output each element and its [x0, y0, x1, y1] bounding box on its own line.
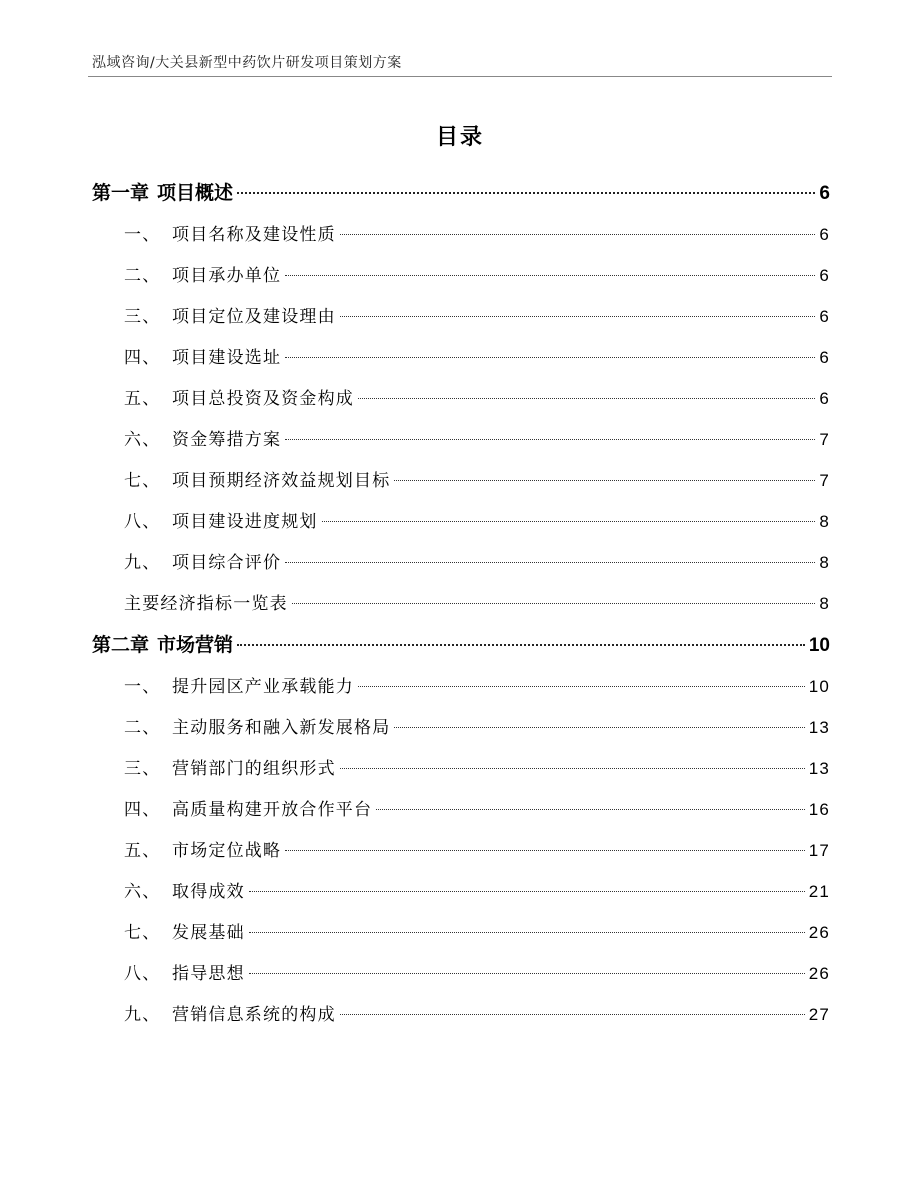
toc-entry-number: 九、	[124, 1005, 161, 1025]
toc-entry[interactable]	[92, 425, 830, 466]
toc-entry-number: 四、	[124, 348, 161, 368]
toc-leader	[249, 973, 805, 974]
toc-entry[interactable]	[92, 713, 830, 754]
toc-entry-number: 六、	[124, 882, 161, 902]
toc-leader	[285, 562, 815, 563]
toc-page-number: 8	[819, 553, 830, 572]
toc-entry-title: 项目综合评价	[172, 553, 282, 573]
toc-entry[interactable]	[92, 754, 830, 795]
toc-entry[interactable]	[92, 384, 830, 425]
toc-entry-title: 高质量构建开放合作平台	[172, 800, 373, 820]
toc-chapter-number: 第一章	[92, 182, 150, 204]
toc-entry-number: 三、	[124, 307, 161, 327]
toc-page-number: 6	[819, 266, 830, 285]
toc-page-number: 26	[808, 964, 830, 983]
toc-page-number: 8	[819, 594, 830, 613]
toc-entry[interactable]	[92, 795, 830, 836]
toc-leader	[249, 932, 805, 933]
toc-chapter-2[interactable]	[92, 630, 830, 672]
toc-page-number: 21	[808, 882, 830, 901]
toc-page-number: 10	[808, 677, 830, 696]
toc-entry-title: 项目总投资及资金构成	[172, 389, 354, 409]
toc-entry-number: 六、	[124, 430, 161, 450]
toc-leader	[322, 521, 816, 522]
toc-entry-title: 发展基础	[172, 923, 245, 943]
toc-leader	[285, 439, 815, 440]
toc-entry[interactable]	[92, 672, 830, 713]
toc-leader	[340, 234, 816, 235]
toc-leader	[394, 727, 804, 728]
toc-leader	[394, 480, 815, 481]
toc-entry-title: 项目建设选址	[172, 348, 282, 368]
toc-entry-title: 主要经济指标一览表	[124, 594, 288, 614]
toc-leader	[285, 357, 815, 358]
table-of-contents	[92, 178, 830, 1041]
toc-entry-number: 五、	[124, 389, 161, 409]
toc-entry-title: 项目名称及建设性质	[172, 225, 336, 245]
toc-entry-number: 七、	[124, 471, 161, 491]
toc-leader	[237, 192, 815, 194]
toc-entry[interactable]	[92, 877, 830, 918]
toc-title: 目录	[435, 125, 484, 150]
header-divider	[88, 76, 832, 77]
toc-entry-title: 指导思想	[172, 964, 245, 984]
toc-entry-title: 资金筹措方案	[172, 430, 282, 450]
toc-entry[interactable]	[92, 918, 830, 959]
toc-entry-title: 提升园区产业承载能力	[172, 677, 354, 697]
toc-page-number: 16	[808, 800, 830, 819]
toc-entry[interactable]	[92, 343, 830, 384]
toc-page-number: 6	[819, 389, 830, 408]
toc-entry[interactable]	[92, 548, 830, 589]
toc-entry-title: 取得成效	[172, 882, 245, 902]
toc-chapter-number: 第二章	[92, 634, 150, 656]
toc-leader	[376, 809, 804, 810]
toc-entry[interactable]	[92, 589, 830, 630]
toc-entry[interactable]	[92, 466, 830, 507]
toc-entry-number: 八、	[124, 964, 161, 984]
toc-page-number: 6	[819, 225, 830, 244]
toc-entry-number: 二、	[124, 266, 161, 286]
toc-page-number: 10	[808, 635, 830, 656]
toc-entry-number: 一、	[124, 677, 161, 697]
toc-entry-title: 项目预期经济效益规划目标	[172, 471, 391, 491]
toc-leader	[358, 686, 805, 687]
toc-leader	[358, 398, 815, 399]
toc-leader	[285, 850, 804, 851]
toc-entry-title: 项目定位及建设理由	[172, 307, 336, 327]
toc-page-number: 13	[808, 759, 830, 778]
toc-entry-number: 九、	[124, 553, 161, 573]
toc-entry[interactable]	[92, 836, 830, 877]
toc-leader	[292, 603, 816, 604]
toc-page-number: 27	[808, 1005, 830, 1024]
toc-leader	[249, 891, 805, 892]
toc-page-number: 6	[819, 307, 830, 326]
toc-entry-title: 市场定位战略	[172, 841, 282, 861]
toc-entry-title: 营销部门的组织形式	[172, 759, 336, 779]
toc-leader	[237, 644, 805, 646]
toc-entry-number: 三、	[124, 759, 161, 779]
toc-page-number: 8	[819, 512, 830, 531]
toc-entry-number: 一、	[124, 225, 161, 245]
toc-leader	[285, 275, 815, 276]
toc-page-number: 7	[819, 430, 830, 449]
toc-entry-number: 五、	[124, 841, 161, 861]
toc-entry-title: 项目承办单位	[172, 266, 282, 286]
toc-entry[interactable]	[92, 507, 830, 548]
toc-entry[interactable]	[92, 302, 830, 343]
toc-page-number: 6	[819, 183, 830, 204]
toc-page-number: 7	[819, 471, 830, 490]
toc-leader	[340, 768, 805, 769]
toc-entry-number: 二、	[124, 718, 161, 738]
toc-entry-number: 四、	[124, 800, 161, 820]
toc-leader	[340, 1014, 805, 1015]
toc-chapter-title: 市场营销	[157, 634, 234, 656]
toc-page-number: 6	[819, 348, 830, 367]
toc-entry-title: 项目建设进度规划	[172, 512, 318, 532]
toc-entry[interactable]	[92, 261, 830, 302]
toc-entry-title: 营销信息系统的构成	[172, 1005, 336, 1025]
toc-entry-number: 七、	[124, 923, 161, 943]
toc-chapter-1[interactable]	[92, 178, 830, 220]
running-header: 泓域咨询/大关县新型中药饮片研发项目策划方案	[92, 55, 402, 71]
toc-entry-number: 八、	[124, 512, 161, 532]
toc-leader	[340, 316, 816, 317]
toc-entry[interactable]	[92, 220, 830, 261]
toc-page-number: 17	[808, 841, 830, 860]
toc-entry[interactable]	[92, 959, 830, 1000]
toc-chapter-title: 项目概述	[157, 182, 234, 204]
toc-page-number: 26	[808, 923, 830, 942]
toc-entry[interactable]	[92, 1000, 830, 1041]
toc-page-number: 13	[808, 718, 830, 737]
toc-entry-title: 主动服务和融入新发展格局	[172, 718, 391, 738]
